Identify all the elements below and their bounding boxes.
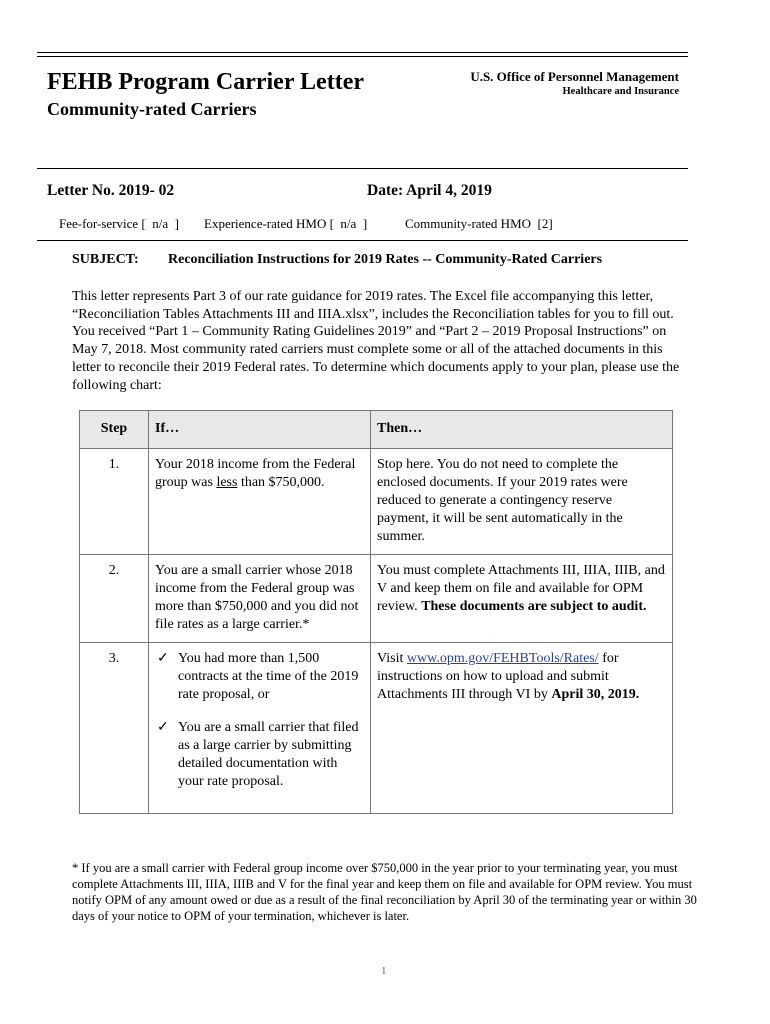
if-cell [149,449,371,555]
subject-text: Reconciliation Instructions for 2019 Rates -- Community-Rated Carriers [168,252,603,267]
if-text: Your 2018 income from the Federal group was [155,457,356,490]
condition-text: You are a small carrier that filed as a large carrier by submitting detailed documentation with your rate proposal. [178,720,359,789]
checkmark-icon: ✓ [157,651,169,666]
then-cell: Stop here. You do not need to complete the enclosed documents. If your 2019 rates were reduced to generate a contingency reserve payment, it will be sent automatically in the summer. [371,449,673,555]
page-title: FEHB Program Carrier Letter [47,69,364,95]
then-text: You must complete Attachments III, IIIA, IIIB, and V and keep them on file and available for OPM review. [377,563,665,614]
category-experience-hmo: Experience-rated HMO [ n/a ] [204,216,368,231]
category-ffs: Fee-for-service [ n/a ] [59,216,179,231]
header-if: If… [149,411,371,449]
table-row [80,449,673,555]
rates-link[interactable]: www.opm.gov/FEHBTools/Rates/ [406,651,599,666]
deadline-date: April 30, 2019. [551,687,640,702]
agency-name: U.S. Office of Personnel Management [470,69,679,84]
then-text: Visit [377,651,407,666]
subject-label: SUBJECT: [72,252,139,267]
info-divider [37,240,688,241]
intro-paragraph: This letter represents Part 3 of our rate guidance for 2019 rates. The Excel file accompanying this letter, “Reconciliation Tables Attachments III and IIIA.xlsx”, includes the Reconciliation tables for you to fill out. You received “Part 1 – Community Rating Guidelines 2019” and “Part 2 – 2019 Proposal Instructions” on May 7, 2018. Most community rated carriers must complete some or all of the attached documents in this letter to reconcile their 2019 Federal rates. To determine which documents apply to your plan, please use the following chart: [72,289,680,393]
page-number: 1 [381,965,387,977]
step-number: 2. [80,555,149,643]
letter-date: Date: April 4, 2019 [367,182,492,199]
table-row [80,643,673,814]
letter-number: Letter No. 2019- 02 [47,182,175,199]
list-item [155,719,364,791]
if-cell [149,643,371,814]
then-cell [371,555,673,643]
step-number: 3. [80,643,149,814]
header-divider [37,168,688,169]
if-cell: You are a small carrier whose 2018 income from the Federal group was more than $750,000 and you did not file rates as a large carrier.* [149,555,371,643]
table-row [80,555,673,643]
header-step: Step [80,411,149,449]
footnote: * If you are a small carrier with Federal group income over $750,000 in the year prior to your terminating year, you must complete Attachments III, IIIA, IIIB and V for the final year and keep them on file and available for OPM review. You must notify OPM of any amount owed or due as a result of the final reconciliation by April 30 of the terminating year or within 30 days of your notice to OPM of your termination, whichever is later. [72,861,697,923]
top-rule [37,52,688,53]
steps-table [79,410,673,814]
table-header-row [80,411,673,449]
category-community-hmo: Community-rated HMO [2] [405,216,553,231]
division-name: Healthcare and Insurance [562,86,679,97]
page-subtitle: Community-rated Carriers [47,99,257,119]
header-then: Then… [371,411,673,449]
then-cell [371,643,673,814]
if-emphasis: less [216,475,238,490]
then-emphasis: These documents are subject to audit. [421,599,647,614]
condition-text: You had more than 1,500 contracts at the time of the 2019 rate proposal, or [178,651,359,702]
checkmark-icon: ✓ [157,720,169,735]
then-text-mid: for instructions on how to upload and submit Attachments III through VI by [377,651,619,702]
list-item [155,650,364,704]
top-rule-secondary [37,56,688,57]
condition-list [155,650,364,791]
step-number: 1. [80,449,149,555]
if-text-end: than $750,000. [237,475,325,490]
